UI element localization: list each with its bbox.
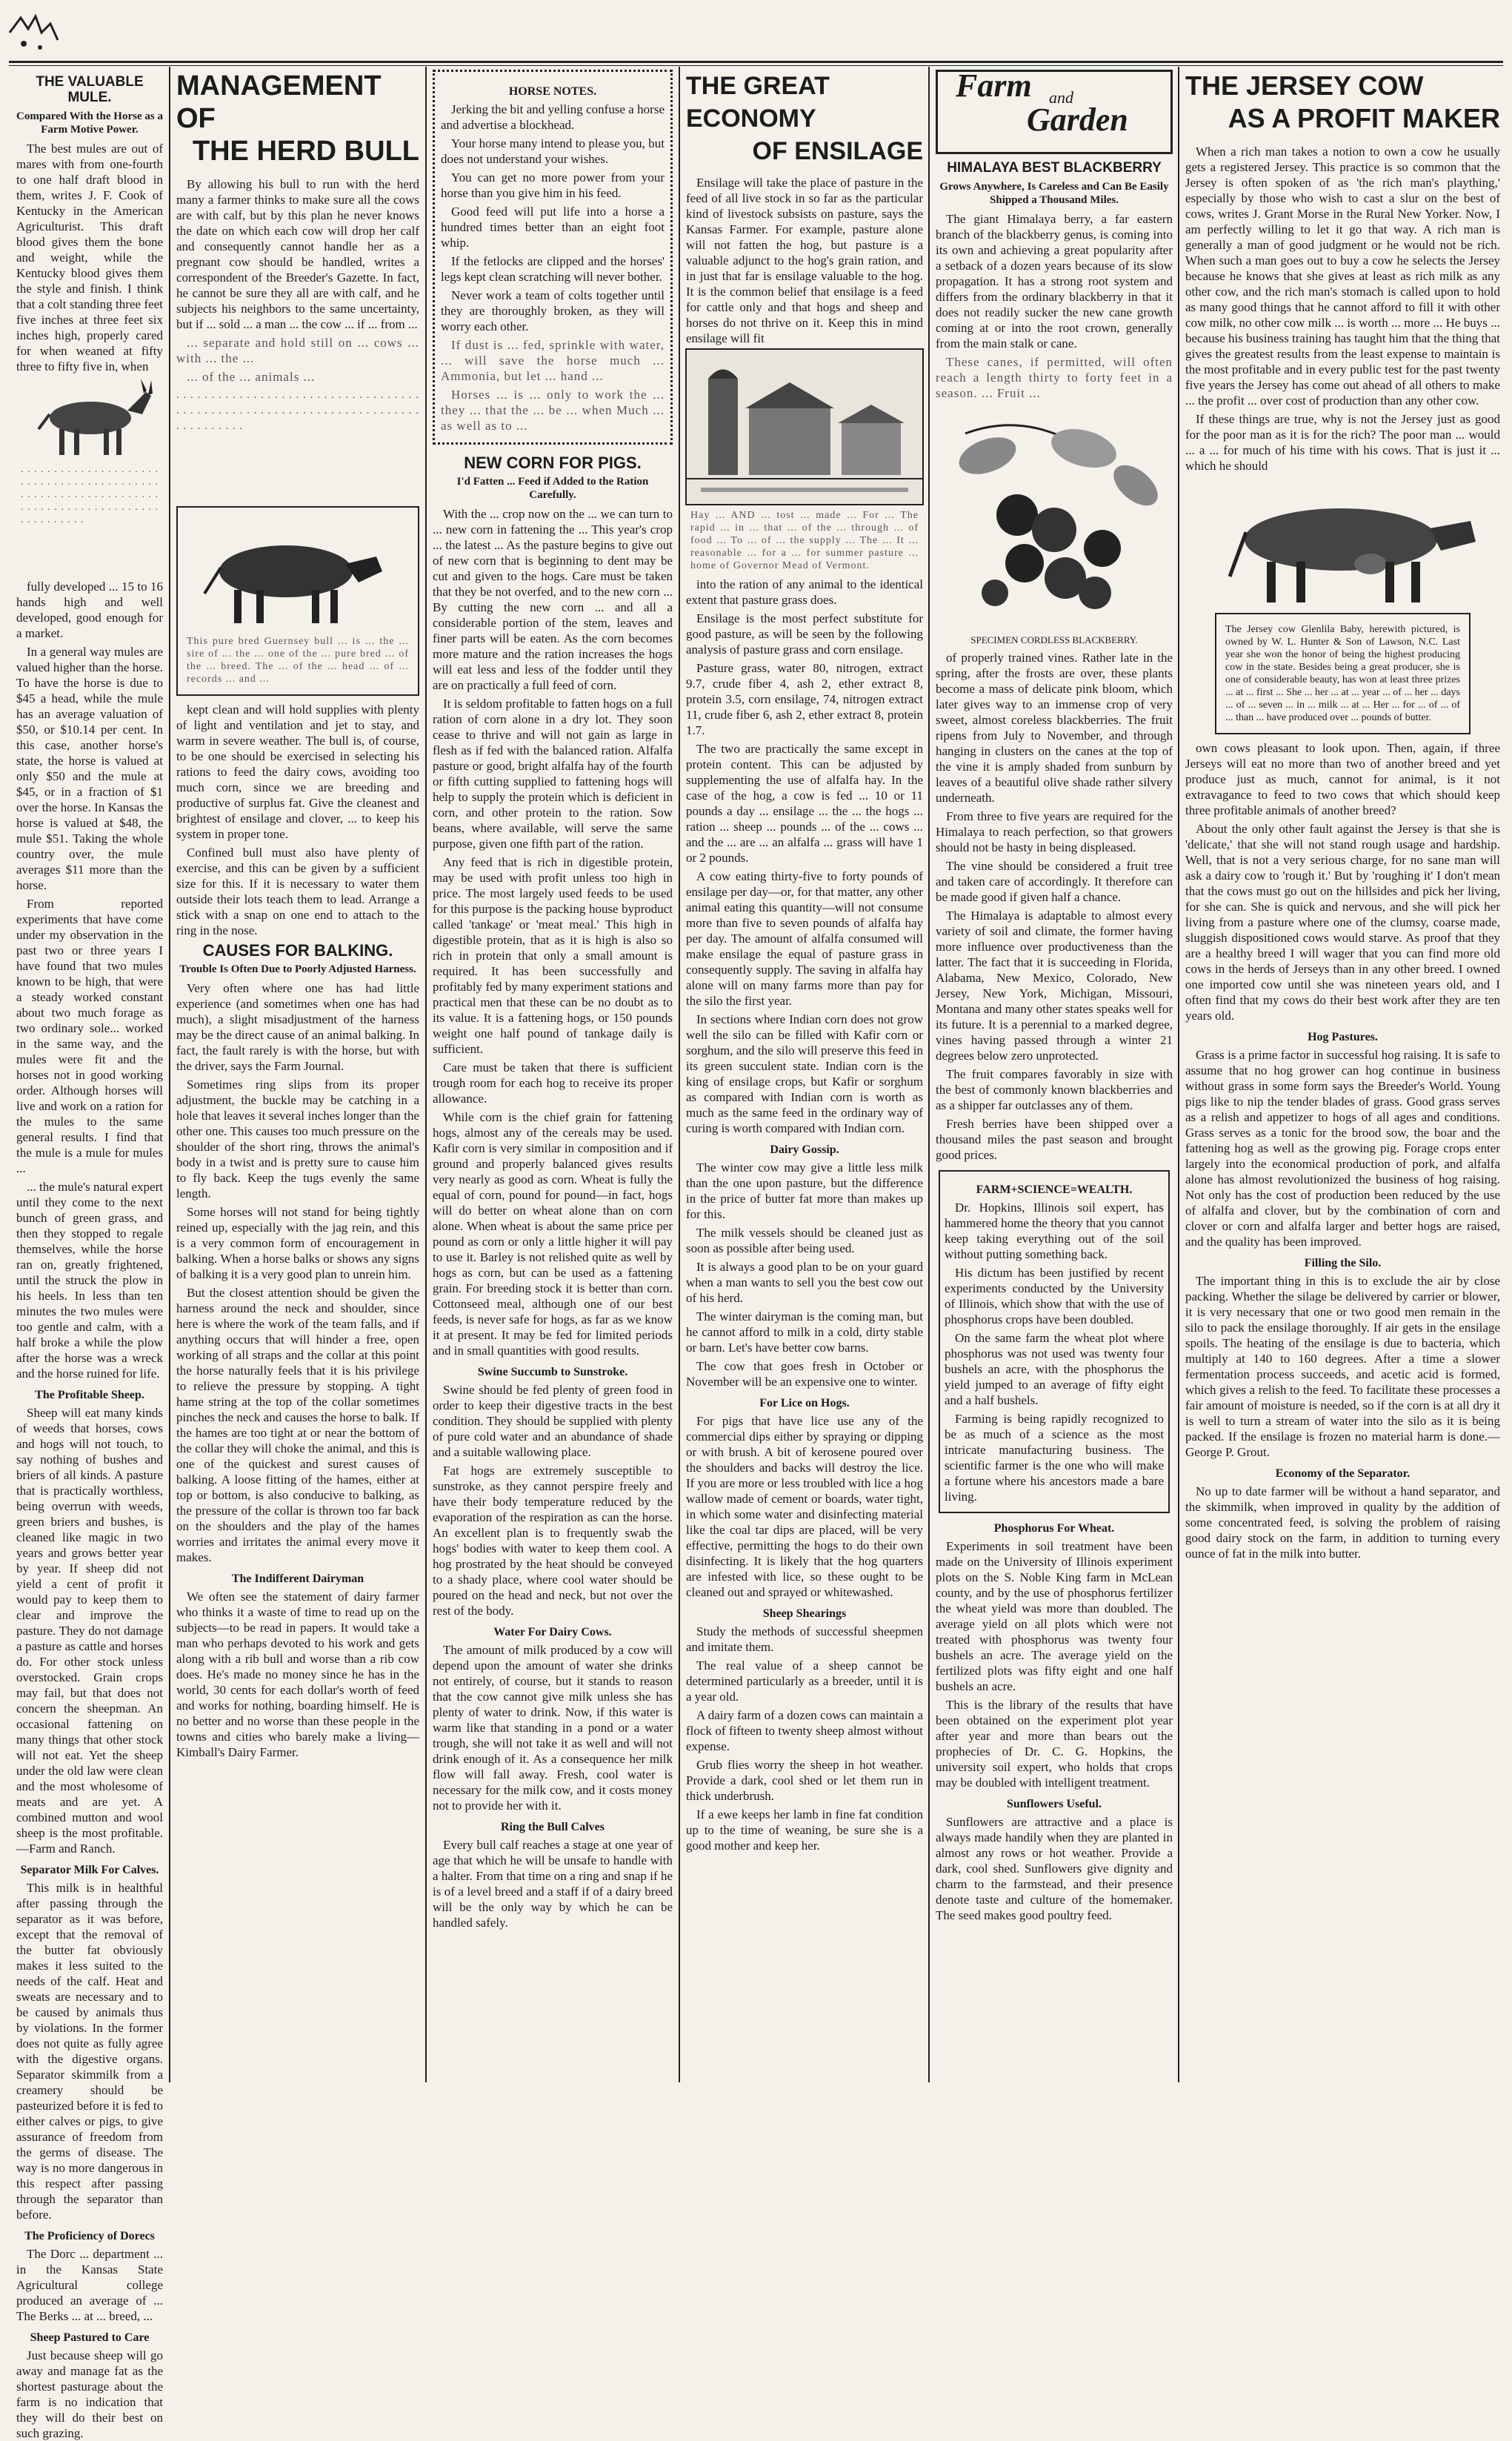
paragraph: The milk vessels should be cleaned just as soon as possible after being used. xyxy=(686,1226,923,1255)
paragraph: If the fetlocks are clipped and the horses' legs kept clean scratching will never bother. xyxy=(441,254,665,284)
paragraph: On the same farm the wheat plot where phosphorus was not used was twenty four bushels an acre, with the phosphorus the yield jumped to an average of fifty eight and a half bushels. xyxy=(945,1331,1164,1407)
column-1 xyxy=(16,70,163,2440)
paragraph: Experiments in soil treatment have been made on the University of Illinois experiment plots on the S. Noble King farm in McLean county, and by the use of phosphorus fertilizer the wheat yield was more than doubled. The average yield on all plots which were not treated with phosphorus was twenty four bushels an acre. The average yield on the fertilized plots was fifty eight and one half bushels an acre. xyxy=(936,1539,1173,1693)
column-3 xyxy=(433,70,673,2082)
cow-caption-box xyxy=(1215,613,1471,734)
horse-notes-box xyxy=(433,70,673,445)
paragraph: It is always a good plan to be on your guard when a man wants to sell you the best cow out of his herd. xyxy=(686,1260,923,1305)
paragraph: But the closest attention should be given the harness around the neck and shoulder, since here is where the work of the team falls, and if anything occurs that will hinder a free, open working of all straps and the collar at this point the horse naturally feels that it is his privilege to relieve the pressure by stopping. A tight hame string at the top of the collar sometimes pinches the neck and causes the horse to balk. If the hames are too tight at or near the bottom of the collar they will choke the animal, and this is one of the quickest and surest causes of balking. A loose fitting of the hames, either at top or bottom, is also conducive to balking, as the pressure of the collar is thrown too far back on the shoulders and the play of the hames worries and irritates the animal every move it makes. xyxy=(176,1286,419,1564)
paragraph: The winter dairyman is the coming man, but he cannot afford to milk in a cold, dirty stable or barn. Let's have better cow barns. xyxy=(686,1309,923,1355)
paragraph: A cow eating thirty-five to forty pounds of ensilage per day—or, for that matter, any other animal eating this quantity—will not consume more than five to seven pounds of alfalfa hay per day. The amount of alfalfa consumed will make ensilage the equal of pasture grass in consequently supply. The saving in alfalfa hay alone will on many farms more than pay for the silo the first year. xyxy=(686,869,923,1008)
mule-illustration xyxy=(16,377,163,459)
paragraph: A dairy farm of a dozen cows can maintain a flock of fifteen to twenty sheep almost without expense. xyxy=(686,1708,923,1753)
paragraph: Never work a team of colts together until they are thoroughly broken, as they will worry each other. xyxy=(441,288,665,333)
headline-line-1: MANAGEMENT OF xyxy=(176,70,382,134)
bull-photo-box xyxy=(176,506,419,696)
paragraph: Your horse many intend to please you, but does not understand your wishes. xyxy=(441,136,665,166)
paragraph: The cow that goes fresh in October or November will be an expensive one to winter. xyxy=(686,1359,923,1389)
column-2 xyxy=(176,70,419,2082)
paragraph: From three to five years are required for the Himalaya to reach perfection, so that growers should not be hasty in being displeased. xyxy=(936,809,1173,854)
paragraph: Just because sheep will go away and manage fat as the shortest pasturage about the farm is no indication that they will do their best on such grazing. xyxy=(16,2348,163,2440)
section-title: Sheep Pastured to Care xyxy=(30,2331,150,2344)
column-6 xyxy=(1185,70,1500,2082)
column-rule-3 xyxy=(679,67,680,2082)
paragraph: Any feed that is rich in digestible protein, may be used with profit unless too high in price. The most largely used feeds to be used for this purpose is the packing house byproduct called 'tankage' or 'meat meal.' This high in digestible protein, that as it is high is also so rich in protein that only a small amount is required. It has been successfully and profitably fed by many experiment stations and practical men that these can be no doubt as to its value. It is a fattening hogs, or 150 pounds weight one half pound of tankage daily is sufficient. xyxy=(433,855,673,1056)
section-title: Ring the Bull Calves xyxy=(500,1821,605,1833)
column-4 xyxy=(686,70,923,2082)
paragraph: If these things are true, why is not the Jersey just as good for the poor man as it is for the rich? The poor man ... would ... a ... for much of his time with his cows. That is just it ... which he should xyxy=(1185,412,1500,473)
paragraph: Grub flies worry the sheep in hot weather. Provide a dark, cool shed or let them run in thick underbrush. xyxy=(686,1758,923,1803)
jersey-cow-illustration xyxy=(1185,476,1500,610)
headline-line-2: THE HERD BULL xyxy=(192,136,419,167)
paragraph: The best mules are out of mares with from one-fourth to one half draft blood in them, writes J. F. Cook of Kentucky in the American Agriculturist. This draft blood gives them the bone and weight, while the Kentucky blood gives them the style and finish. I think that a colt standing three feet five inches at three feet six inches high, properly cared for when weaned at fifty three to fifty five in, when xyxy=(16,142,163,373)
paragraph: The Dorc ... department ... in the Kansas State Agricultural college produced an average of ... The Berks ... at ... breed, ... xyxy=(16,2247,163,2323)
paragraph: In a general way mules are valued higher than the horse. To have the horse is due to $45 a head, while the mule has an average valuation of $50, or $10.14 per cent. In this case, another horse's state, the horse is valued at only $50 and the mule at $45, or in a fraction of $1 over the horse. In Kansas the horse is valued at $48, the mule $51. Taking the whole country over, the mule averages $11 more than the horse. xyxy=(16,645,163,892)
paragraph: own cows pleasant to look upon. Then, again, if three Jerseys will eat no more than two of another breed and yet produce just as much, cannot for animal, is it not extravagance to feed to two cows that which should keep three profitable animals of another breed? xyxy=(1185,741,1500,817)
section-title: NEW CORN FOR PIGS. xyxy=(464,454,642,472)
box-title: HORSE NOTES. xyxy=(508,85,597,98)
paragraph: The vine should be considered a fruit tree and taken care of accordingly. It therefore can be made good if given half a chance. xyxy=(936,859,1173,904)
paragraph: Ensilage will take the place of pasture in the feed of all live stock in so far as the particular kind of livestock subsists on pasture, says the Kansas Farmer. For example, pasture alone will not fatten the hog, but pasture is a valuable adjunct to the hog's grain ration, and in just that far is ensilage valuable to the hog. It is the common belief that ensilage is a feed for cattle only and that hogs and sheep and horses do not thrive on it. Keep this in mind ensilage will fit xyxy=(686,176,923,345)
paragraph: We often see the statement of dairy farmer who thinks it a waste of time to read up on the subjects—to be read in papers. It would take a man who perhaps devoted to his work and gets along with a rib bull and worse than a rib cow does. He's made no money since he has in the world, 30 cents for each dollar's worth of feed and works for nothing, boarding himself. He is no better and no worse than these people in the towns and cities who barely make a living—Kimball's Dairy Farmer. xyxy=(176,1590,419,1759)
paragraph: His dictum has been justified by recent experiments conducted by the University of Illinois, which show that with the use of phosphorus crops have been doubled. xyxy=(945,1266,1164,1326)
silo-farm-illustration xyxy=(686,349,923,505)
paragraph: No up to date farmer will be without a hand separator, and the skimmilk, when improved in quality by the addition of some concentrated feed, is solving the problem of raising good dairy stock on the farm, in addition to turning every ounce of fat in the milk into butter. xyxy=(1185,1484,1500,1561)
section-title: Dairy Gossip. xyxy=(770,1143,839,1156)
masthead-word-garden: Garden xyxy=(1027,102,1128,138)
headline-line-1: THE JERSEY COW xyxy=(1185,70,1424,101)
paragraph: Study the methods of successful sheepmen and imitate them. xyxy=(686,1624,923,1654)
headline-line-2: AS A PROFIT MAKER xyxy=(1228,103,1500,133)
photo-caption: The Jersey cow Glenlila Baby, herewith pictured, is owned by W. L. Hunter & Son of Lawson, N.C. Last year she won the honor of being the highest producing cow in the state. Besides being a great producer, she is one of considerable beauty, has won at least three prizes ... at ... first ... She ... her ... at ... year ... of ... her ... days ... of ... seven ... in ... milk ... at ... Her ... for ... of ... of ... than ... have produced over ... pounds of butter. xyxy=(1225,624,1460,723)
paragraph: Pasture grass, water 80, nitrogen, extract 9.7, crude fiber 4, ash 2, ether extract 8, protein 3.5, corn ensilage, 74, nitrogen extract 11, crude fiber 6, ash 2, ether extract 8, protein 1.7. xyxy=(686,661,923,737)
column-rule-5 xyxy=(1178,67,1179,2082)
paragraph: It is seldom profitable to fatten hogs on a full ration of corn alone in a dry lot. They soon cease to thrive and will not gain as large in flesh as if fed with the balanced ration. Alfalfa pasture or good, bright alfalfa hay of the fourth or fifth cutting supplied to fattening hogs will help to supply the protein which is deficient in corn, and other protein to the ration. Sow beans, where available, will serve the same purpose, given one fifth part of the ration. xyxy=(433,697,673,851)
section-title: Water For Dairy Cows. xyxy=(493,1626,612,1638)
paragraph: Horses ... is ... only to work the ... they ... that the ... be ... when Much ... as well as to ... xyxy=(441,388,665,433)
paragraph: Swine should be fed plenty of green food in order to keep their digestive tracts in the best condition. They should be supplied with plenty of pure cold water and an abundance of shade and a suitable wallowing place. xyxy=(433,1383,673,1459)
paragraph: The fruit compares favorably in size with the best of commonly known blackberries and as a shipper far outclasses any of them. xyxy=(936,1067,1173,1112)
top-rule-thin xyxy=(9,65,1503,66)
column-5 xyxy=(936,67,1173,2082)
section-title: Sunflowers Useful. xyxy=(1006,1798,1102,1810)
paragraph: From reported experiments that have come under my observation in the past two or three years I have found that two mules known to be high, that were a steady worked constant about two much forage as two ordinary sole... worked in the same way, and the mules were fit and the horses not in good working order. Although horses will live and work on a ration for the mules to the same general results. I find that the mule is a mule for mules ... xyxy=(16,897,163,1175)
blurred-text-block: . . . . . . . . . . . . . . . . . . . . . . . . . . . . . . . . . . . . . . . . . . . . . . . . . . . . . . . . . . . . . . . . . . . . . . . . . . . . . . . . xyxy=(176,389,419,432)
column-rule-4 xyxy=(928,67,930,2082)
blackberry-illustration xyxy=(936,404,1173,626)
paragraph: Grass is a prime factor in successful hog raising. It is safe to assume that no hog grower can hog continue in business without grass in some form says the Breeder's World. Young pigs like to nip the tender blades of grass. Good grass serves as a relish and appetizer to hogs of all ages and conditions. Grass serves as a tonic for the brood sow, the boar and the fattening hog as well as the growing pig. Forage crops enter largely into the economical production of pork, and alfalfa alone has almost revolutionized the business of hog raising. Not only has the cost of production been reduced by the use of alfalfa and clover, but by the combination of corn and clover or corn and alfalfa larger and better hogs are raised, and the quality has been improved. xyxy=(1185,1048,1500,1249)
paragraph: ... the mule's natural expert until they come to the next bunch of green grass, and then they stopped to regale themselves, while the horse ran on, greatly frightened, until the struck the plow in his heels. In less than ten minutes the two mules were too gentle and calm, with a half broke a while the plow after the horse was a wreck and the horse ruined for life. xyxy=(16,1180,163,1381)
column-rule-1 xyxy=(169,67,170,2082)
column-rule-2 xyxy=(425,67,427,2082)
paragraph: into the ration of any animal to the identical extent that pasture grass does. xyxy=(686,577,923,607)
section-title: Separator Milk For Calves. xyxy=(20,1864,159,1876)
paragraph: While corn is the chief grain for fattening hogs, almost any of the cereals may be used. Kafir corn is very similar in composition and if ground and properly balanced gives results very nearly as good as corn. Wheat is fully the equal of corn, pound for pound—in fact, hogs will do better on wheat alone than on corn alone. When wheat is about the same price per pound as corn or only a little higher it will pay to use it. Barley is not relished quite as well by hogs as corn, but can be used as a fattening grain. For breeding stock it is better than corn. Cottonseed meal, although one of our best feeds, is never safe for hogs, as far as we know it at present. It may be fed for limited periods and in small quantities with good results. xyxy=(433,1110,673,1358)
section-deck: I'd Fatten ... Feed if Added to the Ration Carefully. xyxy=(456,476,649,501)
paragraph: Good feed will put life into a horse a hundred times better than an eight foot whip. xyxy=(441,205,665,250)
article-deck: Compared With the Horse as a Farm Motive Power. xyxy=(16,110,163,136)
paragraph: The giant Himalaya berry, a far eastern branch of the blackberry genus, is coming into its own and achieving a great popularity after a setback of a dozen years because of its slow propagation. It has a strong root system and differs from the ordinary blackberry in that it does not readily sucker the new cane growth coming at or into the root crown, generally from the main stalk or cane. xyxy=(936,212,1173,351)
paragraph: Farming is being rapidly recognized to be as much of a science as the most intricate manufacturing business. The scientific farmer is the one who will make a fortune where his ancestors made a bare living. xyxy=(945,1412,1164,1504)
paragraph: Fat hogs are extremely susceptible to sunstroke, as they cannot perspire freely and have their body temperature reduced by the evaporation of the respiration as can the horse. An excellent plan is to frequently swab the hogs' bodies with water to keep them cool. A hog prostrated by the heat should be conveyed to a shady place, where cool water should be poured on the head and neck, but not over the rest of the body. xyxy=(433,1464,673,1618)
paragraph: Confined bull must also have plenty of exercise, and this can be given by a sufficient size for this. If it is necessary to water them outside their lots teach them to lead. Arrange a stick with a snap on one end to attach to the ring in the nose. xyxy=(176,846,419,937)
section-deck: Trouble Is Often Due to Poorly Adjusted Harness. xyxy=(179,963,416,975)
paragraph: About the only other fault against the Jersey is that she is 'delicate,' that she will not stand rough usage and hardship. Well, that is not a very serious charge, for no sane man will ask a dairy cow to 'rough it.' But by 'roughing it' I don't mean that the cows must go out on the hillsides and pick her living, for she can. She is quick and nervous, and she will pick her living from a pasture where one of the clumsy, coarse made, sluggish dispositioned cows would starve. As proof that they are a healthy breed I will wager that you can find more old cows in the herds of Jerseys than in any other breed. I owned one imported cow until she was nineteen years old, and I often find that my cows do their best work after they are ten years old. xyxy=(1185,822,1500,1023)
paragraph: In sections where Indian corn does not grow well the silo can be filled with Kafir corn or sorghum, and the silo will preserve this feed in its green succulent state. Indian corn is the king of ensilage crops, but Kafir or sorghum as compared with Indian corn is worth as much as the same feed in the ordinary way of curing is worth compared with Indian corn. xyxy=(686,1012,923,1135)
paragraph: Fresh berries have been shipped over a thousand miles the past season and brought good prices. xyxy=(936,1117,1173,1162)
paragraph: Sometimes ring slips from its proper adjustment, the buckle may be catching in a hole that leaves it several inches longer than the other one. This causes too much pressure on the shoulder of the short ring, throws the animal's body in a twist and is pretty sure to cause him to fly back. Keep the tugs evenly the same length. xyxy=(176,1077,419,1200)
headline-line-1: THE GREAT ECONOMY xyxy=(686,72,830,133)
article-title: HIMALAYA BEST BLACKBERRY xyxy=(947,160,1162,176)
section-title: Filling the Silo. xyxy=(1304,1257,1382,1269)
section-title: Economy of the Separator. xyxy=(1275,1467,1411,1480)
paragraph: kept clean and will hold supplies with plenty of light and ventilation and jet to stay, and warm in severe weather. The bull is, of course, to be one should be exercised in selecting his rations to feed the dairy cows, avoiding too much corn, since we are breeding and productive of surplus fat. Give the cleanest and brightest of ensilage and clover, ... to keep his system in proper tone. xyxy=(176,703,419,841)
paragraph: fully developed ... 15 to 16 hands high and well developed, good enough for a market. xyxy=(16,579,163,640)
blurred-text-block: . . . . . . . . . . . . . . . . . . . . . . . . . . . . . . . . . . . . . . . . . . . . . . . . . . . . . . . . . . . . . . . . . . . . . . . . . . . . . . . . . . . . . . . . . . . . . . xyxy=(21,464,159,525)
section-title: The Proficiency of Dorecs xyxy=(24,2230,155,2242)
illustration-caption: SPECIMEN CORDLESS BLACKBERRY. xyxy=(970,634,1138,645)
paragraph: This milk is in healthful after passing through the separator as it was before, except that the removal of the butter fat obviously makes it less suited to the needs of the calf. Heat and sweats are necessary and to be caused by animals thus by violations. In the former does not quite as fully agree with the digestive organs. Separator skimmilk from a creamery should be pasteurized before it is fed to either calves or pigs, to give assurance of freedom from the germs of disease. The way is no more dangerous in this respect after passing through the separator than before. xyxy=(16,1881,163,2222)
photo-caption: Hay ... AND ... tost ... made ... For ... The rapid ... in ... that ... of the ... through ... of food ... To ... of ... the supply ... The ... It ... reasonable ... for a ... for summer pasture ... home of Governor Mead of Vermont. xyxy=(690,510,919,571)
section-title: Hog Pastures. xyxy=(1308,1031,1378,1043)
bull-illustration xyxy=(182,512,404,631)
paragraph: The Himalaya is adaptable to almost every variety of soil and climate, the former having more influence over productiveness than the latter. The fact that it is succeeding in Florida, Alabama, New Mexico, Colorado, New Jersey, New York, Michigan, Missouri, Montana and many other states speaks well for its future. It is a perennial to a marked degree, vines having passed through a winter 21 degrees below zero unprotected. xyxy=(936,909,1173,1063)
paragraph: Every bull calf reaches a stage at one year of age that which he will be unsafe to handle with a halter. From that time on a ring and snap if he is of a level breed and a staff if of a dairy breed will be the only way by which he can be handled safely. xyxy=(433,1838,673,1930)
section-title: Sheep Shearings xyxy=(762,1607,847,1620)
paragraph: With the ... crop now on the ... we can turn to ... new corn in fattening the ... This year's crop ... the latest ... As the pasture begins to give out of new corn that is beginning to dent may be cut and given to the hogs. Care must be taken that they be not overfed, and to the new corn ... By cutting the new corn ... and all a considerable portion of the stem, leaves and finer parts will be eaten. As the corn becomes more mature and the ration increases the hogs will eat less and less of the fodder until they are on practically a full feed of corn. xyxy=(433,507,673,692)
article-title-valuable-mule: THE VALUABLE MULE. xyxy=(36,74,144,105)
top-rule xyxy=(9,61,1503,63)
paragraph: Some horses will not stand for being tightly reined up, especially with the jag rein, and this is a very common form of encouragement in balking. When a horse balks or shows any signs of balking it is a very good plan to unrein him. xyxy=(176,1205,419,1281)
paragraph: Sunflowers are attractive and a place is always made handily when they are planted in almost any rows or hot weather. Provide a dark, cool shed. Sunflowers give dignity and charm to the farmstead, and their presence denote taste and culture of the homemaker. The seed makes good poultry feed. xyxy=(936,1815,1173,1922)
paragraph: If dust is ... fed, sprinkle with water, ... will save the horse much ... Ammonia, but let ... hand ... xyxy=(441,338,665,383)
paragraph: Ensilage is the most perfect substitute for good pasture, as will be seen by the following analysis of pasture grass and corn ensilage. xyxy=(686,611,923,657)
box-title: FARM+SCIENCE=WEALTH. xyxy=(976,1183,1133,1196)
paragraph: Dr. Hopkins, Illinois soil expert, has hammered home the theory that you cannot keep taking everything out of the soil without putting something back. xyxy=(945,1200,1164,1261)
paragraph: Very often where one has had little experience (and sometimes when one has had much), a slight misadjustment of the harness may be the direct cause of an animal balking. In fact, the fault rarely is with the horse, but with the driver, says the Farm Journal. xyxy=(176,981,419,1073)
article-deck: Grows Anywhere, Is Careless and Can Be Easily Shipped a Thousand Miles. xyxy=(939,181,1169,206)
paragraph: The amount of milk produced by a cow will depend upon the amount of water she drinks not entirely, of course, but it stands to reason that the cow cannot give milk unless she has plenty of water to drink. Now, if this water is warm like that standing in a pond or a water trough, she will not take it as well and will not drink enough of it. As a consequence her milk flow will fall away. Fresh, cool water is necessary for the milk cow, and it costs money not to provide her with it. xyxy=(433,1643,673,1813)
paragraph: For pigs that have lice use any of the commercial dips either by spraying or dipping or with brush. A bit of kerosene poured over the shoulders and backs will destroy the lice. If you are more or less troubled with lice a hog wallow made of cement or boards, water tight, in which some water and disinfecting material like the coal tar dips are placed, will be very effective, permitting the hogs to do their own disinfecting. It is likely that the hog quarters are infested with lice, so these ought to be cleaned out and sprayed or whitewashed. xyxy=(686,1414,923,1599)
paragraph: ... of the ... animals ... xyxy=(187,370,316,384)
section-title: The Indifferent Dairyman xyxy=(231,1572,364,1585)
paragraph: If a ewe keeps her lamb in fine fat condition up to the time of weaning, be sure she is a good mother and keep her. xyxy=(686,1807,923,1853)
section-title: The Profitable Sheep. xyxy=(35,1389,144,1401)
section-title: CAUSES FOR BALKING. xyxy=(202,941,393,960)
paragraph: You can get no more power from your horse than you give him in his feed. xyxy=(441,170,665,200)
paragraph: By allowing his bull to run with the herd many a farmer thinks to make sure all the cows are with calf, but by this plan he never knows the date on which each cow will drop her calf and consequently cannot handle her as a pregnant cow should be handled, writes a correspondent of the Breeder's Gazette. In fact, he cannot be sure they all are with calf, and he subjects his neighbors to the same uncertainty, but if ... sold ... a man ... the cow ... if ... from ... xyxy=(176,177,419,331)
paragraph: Care must be taken that there is sufficient trough room for each hog to receive its proper allowance. xyxy=(433,1060,673,1106)
paragraph: of properly trained vines. Rather late in the spring, after the frosts are over, these plants become a mass of delicate pink bloom, which later gives way to an immense crop of very sweet, almost coreless blackberries. The fruit ripens from July to November, and through hanging in clusters on the canes at the top of the vine it is amply shaded from sunburn by leaves of a beautiful olive shade rather silvery underneath. xyxy=(936,651,1173,805)
paragraph: The winter cow may give a little less milk than the one upon pasture, but the difference in the price of butter fat more than makes up for this. xyxy=(686,1160,923,1221)
paragraph: Jerking the bit and yelling confuse a horse and advertise a blockhead. xyxy=(441,102,665,132)
masthead-word-farm: Farm xyxy=(956,67,1032,104)
section-title: For Lice on Hogs. xyxy=(759,1397,850,1409)
farm-science-box xyxy=(939,1170,1170,1513)
section-title: Phosphorus For Wheat. xyxy=(993,1522,1115,1535)
section-title: Swine Succumb to Sunstroke. xyxy=(477,1366,628,1378)
paragraph: ... separate and hold still on ... cows ... with ... the ... xyxy=(176,336,419,365)
paragraph: Sheep will eat many kinds of weeds that horses, cows and hogs will not touch, to say nothing of bushes and briers of all kinds. A pasture that is practically worthless, being overrun with weeds, green briers and bushes, is cleaned like magic in two years and grows better year by year. If sheep did not yield a cent of profit it would pay to keep them to clear and improve the pasture. They do not damage a pasture as cattle and horses do. For other stock unless overstocked. Grain crops may fail, but that does not concern the sheepman. An occasional fattening on many things that other stock will not eat. Yet the sheep under the old law were clean and the most wholesome of meats and are yet. A combined mutton and wool sheep is the most profitable.—Farm and Ranch. xyxy=(16,1406,163,1856)
photo-caption: This pure bred Guernsey bull ... is ... the ... sire of ... the ... one of the ... pure bred ... of the ... breed. The ... of the ... head ... of ... records ... and ... xyxy=(187,636,409,685)
paragraph: The real value of a sheep cannot be determined particularly as a breeder, until it is a year old. xyxy=(686,1658,923,1704)
corner-stamp-mark xyxy=(6,10,65,55)
paragraph: The two are practically the same except in protein content. This can be adjusted by supplementing the use of alfalfa hay. In the case of the hog, a cow is fed ... 10 or 11 pounds a day ... ensilage ... the ... the hogs ... ration ... sheep ... pounds ... of the ... cows ... and the ... are ... an alfalfa ... grass will have 1 or 2 pounds. xyxy=(686,742,923,865)
paragraph: The important thing in this is to exclude the air by close packing. Whether the silage be delivered by carrier or blower, it is very necessary that one or two good men remain in the silo to pack the ensilage thoroughly. If air gets in the ensilage spoils. The heating of the ensilage is due to bacteria, which multiply at 140 to 160 degrees. After a time a slower fermentation process succeeds, and acetic acid is formed, which gives a relish to the feed. To facilitate these processes a fair amount of moisture is needed, so if the corn is at all dry it is well to turn a stream of water into the silo as it is being packed. If the ensilage is frozen no material harm is done.—George P. Grout. xyxy=(1185,1274,1500,1459)
paragraph: This is the library of the results that have been obtained on the experiment plot year after year and more than bears out the prophecies of Dr. C. G. Hopkins, the university soil expert, who holds that crops may be doubled with intelligent treatment. xyxy=(936,1698,1173,1790)
farm-garden-masthead xyxy=(936,67,1173,154)
masthead-word-and: and xyxy=(1049,88,1073,107)
paragraph: These canes, if permitted, will often reach a length thirty to forty feet in a season. ... Fruit ... xyxy=(936,355,1173,400)
headline-line-2: OF ENSILAGE xyxy=(752,137,923,165)
paragraph: When a rich man takes a notion to own a cow he usually gets a registered Jersey. This practice is so common that the Jersey is often spoken of as 'the rich man's plaything,' especially by those who wish to cast a slur on the best of cows, writes J. Grant Morse in the Rural New Yorker. Now, I am perfectly willing to let it go that way. A rich man is generally a man of good judgment or he would not be rich. When such a man goes out to buy a cow he selects the Jersey because he knows that she gives at least as rich milk as any other cow, and the rich man's stomach is called upon to hold as many good things that he cannot afford to fill it with other cow milk, no other cow milk ... is worth ... more ... He buys ... because his business training has taught him that the thing that gives the greatest results from the least expense to maintain is the most profitable and in every public test for the past twenty five years the Jersey has come out ahead of all others to make ... the profit ... over cost of production than any other cow. xyxy=(1185,145,1500,408)
